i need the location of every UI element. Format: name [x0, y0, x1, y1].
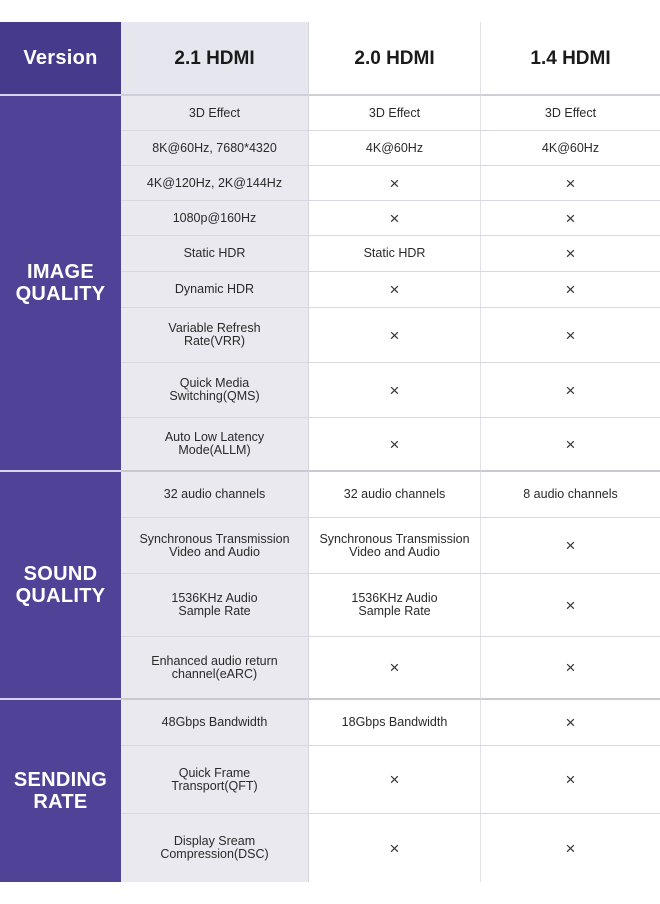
cell-text: Auto Low Latency Mode(ALLM): [164, 430, 265, 457]
cell-text: 4K@60Hz: [365, 140, 424, 155]
not-supported-icon: ×: [565, 208, 576, 228]
table-cell-hdmi-1-4: [481, 472, 660, 518]
section-header-sound-quality: SOUND QUALITY: [0, 472, 121, 700]
table-cell-hdmi-2-1: [121, 518, 309, 574]
table-cell-hdmi-2-0: [309, 472, 481, 518]
table-cell-hdmi-1-4: [481, 96, 660, 131]
table-cell-hdmi-2-1: [121, 472, 309, 518]
table-cell-hdmi-2-0: [309, 574, 481, 637]
table-cell-hdmi-1-4: [481, 308, 660, 363]
not-supported-icon: ×: [565, 838, 576, 858]
table-cell-hdmi-2-1: [121, 236, 309, 272]
cell-text: Quick Media Switching(QMS): [169, 376, 260, 403]
cell-text: 48Gbps Bandwidth: [161, 715, 268, 729]
table-cell-hdmi-1-4: [481, 637, 660, 700]
cell-text: 8K@60Hz, 7680*4320: [152, 140, 277, 155]
not-supported-icon: ×: [389, 325, 400, 345]
table-cell-hdmi-1-4: [481, 272, 660, 308]
table-cell-hdmi-2-0: [309, 746, 481, 814]
section-header-image-quality: IMAGE QUALITY: [0, 96, 121, 472]
table-cell-hdmi-2-1: [121, 746, 309, 814]
cell-text: Static HDR: [183, 246, 246, 260]
cell-text: 32 audio channels: [163, 487, 266, 501]
table-cell-hdmi-1-4: [481, 574, 660, 637]
not-supported-icon: ×: [389, 770, 400, 789]
cell-text: 32 audio channels: [343, 487, 446, 501]
table-cell-hdmi-2-0: [309, 201, 481, 236]
cell-text: 3D Effect: [188, 105, 241, 120]
table-cell-hdmi-2-0: [309, 363, 481, 418]
table-cell-hdmi-1-4: [481, 363, 660, 418]
not-supported-icon: ×: [565, 713, 576, 732]
column-header-2-1-hdmi: 2.1 HDMI: [121, 22, 309, 96]
table-cell-hdmi-1-4: [481, 201, 660, 236]
table-cell-hdmi-2-0: [309, 637, 481, 700]
table-cell-hdmi-2-0: [309, 814, 481, 882]
cell-text: Dynamic HDR: [174, 282, 255, 296]
not-supported-icon: ×: [389, 380, 400, 400]
not-supported-icon: ×: [565, 173, 576, 193]
cell-text: Display Sream Compression(DSC): [160, 834, 269, 861]
cell-text: Variable Refresh Rate(VRR): [168, 321, 261, 348]
not-supported-icon: ×: [565, 434, 576, 454]
not-supported-icon: ×: [565, 658, 576, 677]
table-cell-hdmi-1-4: [481, 700, 660, 746]
cell-text: 3D Effect: [544, 105, 597, 120]
table-cell-hdmi-2-1: [121, 700, 309, 746]
table-cell-hdmi-2-1: [121, 363, 309, 418]
not-supported-icon: ×: [389, 280, 400, 299]
table-cell-hdmi-2-1: [121, 201, 309, 236]
table-cell-hdmi-2-0: [309, 96, 481, 131]
table-cell-hdmi-2-1: [121, 814, 309, 882]
column-header-2-0-hdmi: 2.0 HDMI: [309, 22, 481, 96]
not-supported-icon: ×: [565, 380, 576, 400]
not-supported-icon: ×: [565, 770, 576, 789]
table-cell-hdmi-2-1: [121, 96, 309, 131]
table-cell-hdmi-2-0: [309, 700, 481, 746]
table-cell-hdmi-1-4: [481, 814, 660, 882]
cell-text: Static HDR: [363, 246, 426, 260]
cell-text: 8 audio channels: [523, 487, 618, 501]
column-header-1-4-hdmi: 1.4 HDMI: [481, 22, 660, 96]
table-cell-hdmi-1-4: [481, 236, 660, 272]
version-header: Version: [0, 22, 121, 96]
table-cell-hdmi-1-4: [481, 746, 660, 814]
cell-text: 18Gbps Bandwidth: [341, 715, 448, 729]
table-cell-hdmi-1-4: [481, 518, 660, 574]
table-cell-hdmi-2-1: [121, 308, 309, 363]
not-supported-icon: ×: [389, 434, 400, 454]
not-supported-icon: ×: [565, 536, 576, 555]
table-cell-hdmi-2-1: [121, 637, 309, 700]
not-supported-icon: ×: [565, 595, 576, 615]
table-cell-hdmi-2-0: [309, 236, 481, 272]
section-header-sending-rate: SENDING RATE: [0, 700, 121, 882]
table-cell-hdmi-2-0: [309, 131, 481, 166]
not-supported-icon: ×: [389, 838, 400, 858]
table-cell-hdmi-1-4: [481, 131, 660, 166]
cell-text: 4K@60Hz: [541, 140, 600, 155]
not-supported-icon: ×: [389, 208, 400, 228]
cell-text: 4K@120Hz, 2K@144Hz: [146, 175, 283, 190]
table-cell-hdmi-2-0: [309, 518, 481, 574]
cell-text: 1536KHz Audio Sample Rate: [171, 591, 258, 618]
cell-text: 1080p@160Hz: [172, 210, 257, 225]
table-cell-hdmi-1-4: [481, 418, 660, 472]
cell-text: Enhanced audio return channel(eARC): [151, 653, 278, 681]
table-cell-hdmi-2-1: [121, 272, 309, 308]
table-cell-hdmi-2-0: [309, 418, 481, 472]
cell-text: 3D Effect: [368, 105, 421, 120]
table-cell-hdmi-2-0: [309, 308, 481, 363]
cell-text: Synchronous Transmission Video and Audio: [319, 531, 470, 559]
not-supported-icon: ×: [389, 173, 400, 193]
table-cell-hdmi-2-1: [121, 166, 309, 201]
table-cell-hdmi-2-0: [309, 272, 481, 308]
not-supported-icon: ×: [565, 280, 576, 299]
not-supported-icon: ×: [565, 325, 576, 345]
not-supported-icon: ×: [565, 244, 576, 263]
table-cell-hdmi-2-0: [309, 166, 481, 201]
table-cell-hdmi-2-1: [121, 574, 309, 637]
cell-text: Synchronous Transmission Video and Audio: [139, 531, 290, 559]
table-cell-hdmi-2-1: [121, 131, 309, 166]
not-supported-icon: ×: [389, 658, 400, 677]
hdmi-comparison-table: [0, 22, 660, 882]
cell-text: Quick Frame Transport(QFT): [171, 765, 258, 793]
table-cell-hdmi-1-4: [481, 166, 660, 201]
cell-text: 1536KHz Audio Sample Rate: [351, 591, 438, 618]
table-cell-hdmi-2-1: [121, 418, 309, 472]
